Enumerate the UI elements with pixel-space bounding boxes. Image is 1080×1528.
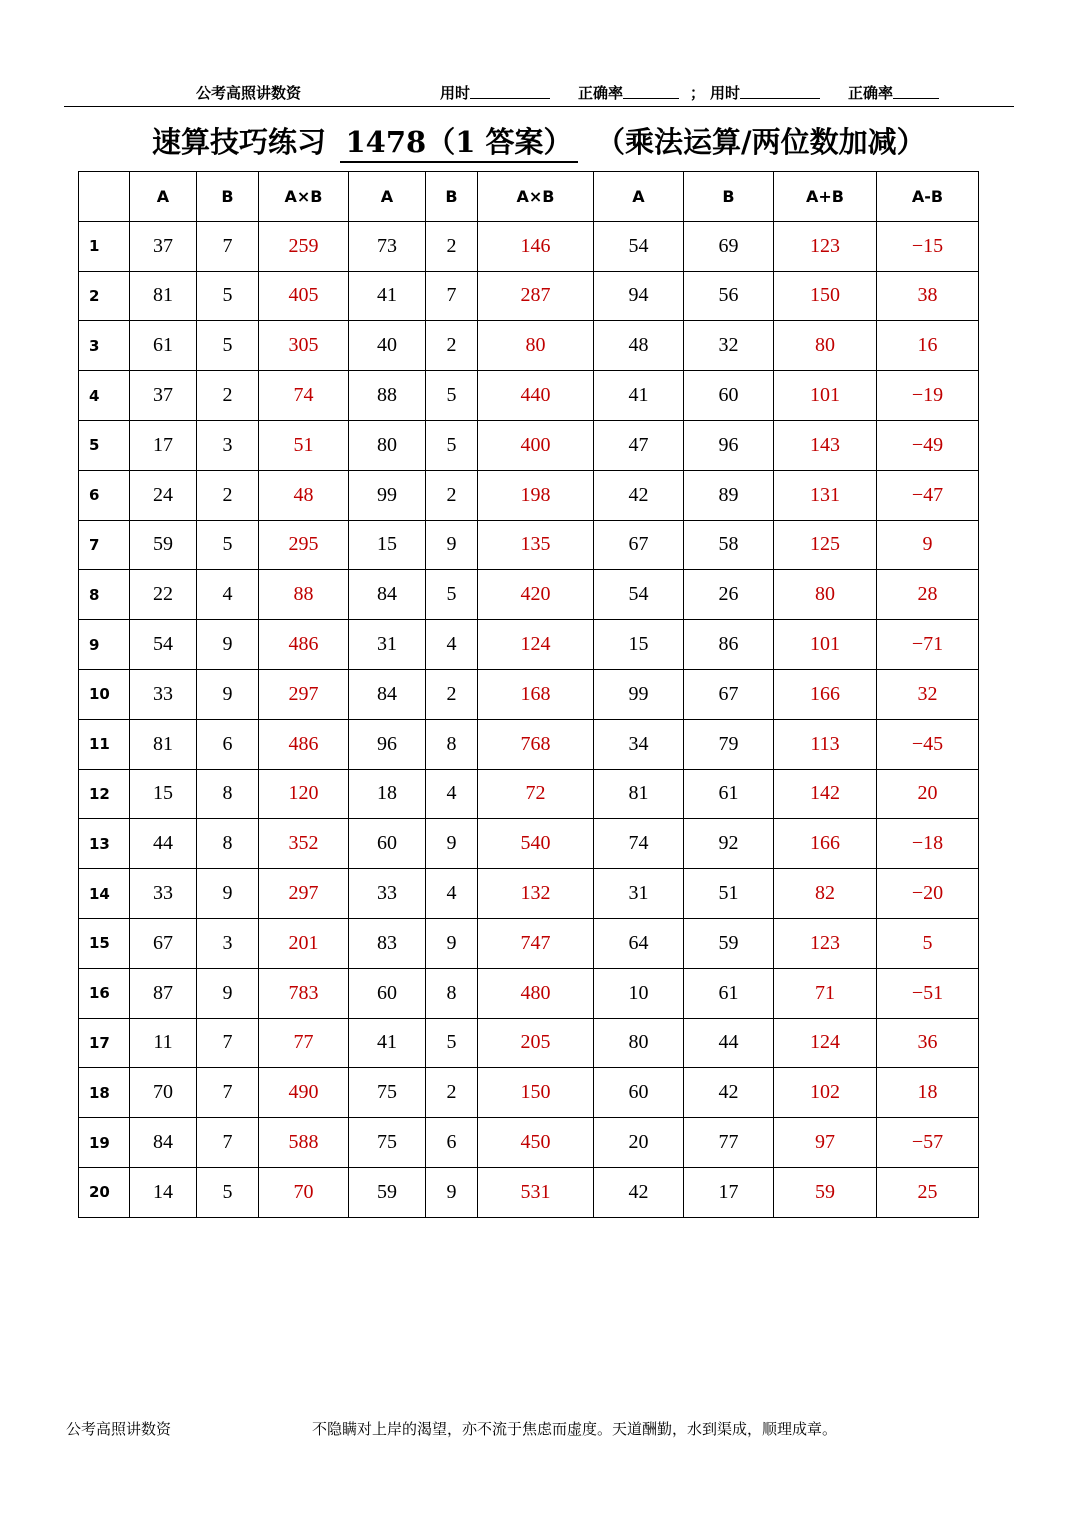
- row-number: 10: [79, 669, 130, 719]
- operand-cell: 47: [594, 420, 684, 470]
- answer-cell: 405: [259, 271, 349, 321]
- operand-cell: 10: [594, 968, 684, 1018]
- answer-cell: 143: [774, 420, 877, 470]
- operand-cell: 96: [349, 719, 426, 769]
- operand-cell: 77: [684, 1118, 774, 1168]
- header-cell: A×B: [478, 172, 594, 222]
- answer-cell: 28: [877, 570, 979, 620]
- operand-cell: 88: [349, 371, 426, 421]
- operand-cell: 51: [684, 869, 774, 919]
- operand-cell: 70: [130, 1068, 197, 1118]
- answer-cell: 51: [259, 420, 349, 470]
- answer-cell: 150: [478, 1068, 594, 1118]
- operand-cell: 2: [197, 470, 259, 520]
- row-number: 7: [79, 520, 130, 570]
- operand-cell: 79: [684, 719, 774, 769]
- answer-cell: 132: [478, 869, 594, 919]
- operand-cell: 2: [197, 371, 259, 421]
- answer-cell: 59: [774, 1167, 877, 1217]
- table-row: [79, 570, 979, 620]
- operand-cell: 60: [684, 371, 774, 421]
- row-number: 12: [79, 769, 130, 819]
- answer-cell: 531: [478, 1167, 594, 1217]
- answer-cell: 440: [478, 371, 594, 421]
- row-number: 3: [79, 321, 130, 371]
- table-row: [79, 371, 979, 421]
- operand-cell: 9: [197, 968, 259, 1018]
- header-cell: A-B: [877, 172, 979, 222]
- operand-cell: 41: [349, 271, 426, 321]
- header-cell: A×B: [259, 172, 349, 222]
- answer-cell: 540: [478, 819, 594, 869]
- operand-cell: 9: [426, 918, 478, 968]
- operand-cell: 8: [197, 769, 259, 819]
- operand-cell: 54: [594, 570, 684, 620]
- table-row: [79, 869, 979, 919]
- header-cell: B: [426, 172, 478, 222]
- row-number: 15: [79, 918, 130, 968]
- answer-cell: −15: [877, 221, 979, 271]
- operand-cell: 8: [426, 968, 478, 1018]
- answer-cell: −49: [877, 420, 979, 470]
- operand-cell: 5: [426, 371, 478, 421]
- operand-cell: 34: [594, 719, 684, 769]
- operand-cell: 7: [197, 1018, 259, 1068]
- answer-cell: 480: [478, 968, 594, 1018]
- title-main: 速算技巧练习: [152, 125, 327, 159]
- answer-cell: 135: [478, 520, 594, 570]
- row-number: 17: [79, 1018, 130, 1068]
- operand-cell: 44: [130, 819, 197, 869]
- answer-cell: −20: [877, 869, 979, 919]
- answer-cell: 297: [259, 669, 349, 719]
- answer-cell: −45: [877, 719, 979, 769]
- operand-cell: 54: [594, 221, 684, 271]
- operand-cell: 54: [130, 620, 197, 670]
- table-row: [79, 918, 979, 968]
- operand-cell: 99: [594, 669, 684, 719]
- footer-motto: 不隐瞒对上岸的渴望，亦不流于焦虑而虚度。天道酬勤，水到渠成，顺理成章。: [312, 1420, 838, 1438]
- operand-cell: 74: [594, 819, 684, 869]
- operand-cell: 59: [684, 918, 774, 968]
- operand-cell: 67: [130, 918, 197, 968]
- answer-cell: 150: [774, 271, 877, 321]
- operand-cell: 56: [684, 271, 774, 321]
- operand-cell: 7: [197, 1118, 259, 1168]
- answer-cell: 297: [259, 869, 349, 919]
- page-title: [0, 116, 1080, 160]
- operand-cell: 41: [594, 371, 684, 421]
- table-row: [79, 669, 979, 719]
- table-row: [79, 321, 979, 371]
- footer-brand: 公考高照讲数资: [66, 1420, 172, 1438]
- operand-cell: 5: [197, 1167, 259, 1217]
- answer-cell: 783: [259, 968, 349, 1018]
- operand-cell: 33: [130, 869, 197, 919]
- answer-cell: 77: [259, 1018, 349, 1068]
- accuracy-blank-1: [623, 84, 679, 99]
- row-number: 4: [79, 371, 130, 421]
- operand-cell: 18: [349, 769, 426, 819]
- operand-cell: 96: [684, 420, 774, 470]
- operand-cell: 17: [684, 1167, 774, 1217]
- table-row: [79, 968, 979, 1018]
- answer-cell: 201: [259, 918, 349, 968]
- answer-cell: 97: [774, 1118, 877, 1168]
- answer-cell: 146: [478, 221, 594, 271]
- answer-cell: 305: [259, 321, 349, 371]
- answer-cell: 18: [877, 1068, 979, 1118]
- operand-cell: 41: [349, 1018, 426, 1068]
- operand-cell: 69: [684, 221, 774, 271]
- operand-cell: 2: [426, 1068, 478, 1118]
- answer-cell: 486: [259, 620, 349, 670]
- operand-cell: 84: [349, 570, 426, 620]
- header-cell: B: [197, 172, 259, 222]
- answer-cell: 166: [774, 669, 877, 719]
- operand-cell: 7: [426, 271, 478, 321]
- answer-cell: 5: [877, 918, 979, 968]
- answer-cell: 80: [774, 570, 877, 620]
- operand-cell: 5: [197, 321, 259, 371]
- operand-cell: 87: [130, 968, 197, 1018]
- time-blank-1: [470, 84, 550, 99]
- page-footer: [0, 1418, 1080, 1442]
- operand-cell: 5: [426, 1018, 478, 1068]
- operand-cell: 7: [197, 221, 259, 271]
- operand-cell: 5: [197, 271, 259, 321]
- operand-cell: 5: [426, 420, 478, 470]
- operand-cell: 31: [594, 869, 684, 919]
- operand-cell: 2: [426, 669, 478, 719]
- operand-cell: 2: [426, 470, 478, 520]
- operand-cell: 7: [197, 1068, 259, 1118]
- answer-cell: 131: [774, 470, 877, 520]
- operand-cell: 75: [349, 1118, 426, 1168]
- answer-cell: 36: [877, 1018, 979, 1068]
- operand-cell: 4: [426, 869, 478, 919]
- answer-cell: 74: [259, 371, 349, 421]
- row-number: 20: [79, 1167, 130, 1217]
- operand-cell: 5: [426, 570, 478, 620]
- answer-cell: 768: [478, 719, 594, 769]
- row-number: 6: [79, 470, 130, 520]
- answer-cell: 72: [478, 769, 594, 819]
- title-subtitle: （乘法运算/两位数加减）: [596, 125, 926, 159]
- answer-cell: 101: [774, 620, 877, 670]
- table-row: [79, 1068, 979, 1118]
- operand-cell: 11: [130, 1018, 197, 1068]
- operand-cell: 5: [197, 520, 259, 570]
- answer-cell: 9: [877, 520, 979, 570]
- operand-cell: 75: [349, 1068, 426, 1118]
- answer-cell: 48: [259, 470, 349, 520]
- answer-cell: 124: [478, 620, 594, 670]
- operand-cell: 84: [349, 669, 426, 719]
- table-row: [79, 819, 979, 869]
- answer-cell: 20: [877, 769, 979, 819]
- operand-cell: 4: [426, 769, 478, 819]
- answer-cell: 38: [877, 271, 979, 321]
- time-field-2: [710, 82, 740, 103]
- operand-cell: 14: [130, 1167, 197, 1217]
- operand-cell: 3: [197, 420, 259, 470]
- row-number: 8: [79, 570, 130, 620]
- operand-cell: 40: [349, 321, 426, 371]
- answer-cell: 88: [259, 570, 349, 620]
- operand-cell: 89: [684, 470, 774, 520]
- answer-cell: −19: [877, 371, 979, 421]
- answer-cell: 287: [478, 271, 594, 321]
- accuracy-label-1: 正确率: [578, 84, 624, 102]
- operand-cell: 80: [594, 1018, 684, 1068]
- answer-cell: 486: [259, 719, 349, 769]
- answer-cell: 32: [877, 669, 979, 719]
- operand-cell: 33: [349, 869, 426, 919]
- operand-cell: 84: [130, 1118, 197, 1168]
- operand-cell: 37: [130, 221, 197, 271]
- accuracy-field-1: [578, 82, 623, 103]
- table-row: [79, 520, 979, 570]
- accuracy-label-2: 正确率: [848, 84, 894, 102]
- answer-cell: 80: [774, 321, 877, 371]
- operand-cell: 6: [197, 719, 259, 769]
- header-brand: 公考高照讲数资: [196, 84, 302, 102]
- operand-cell: 9: [197, 869, 259, 919]
- answer-cell: 123: [774, 221, 877, 271]
- answer-cell: 168: [478, 669, 594, 719]
- answer-cell: 101: [774, 371, 877, 421]
- operand-cell: 31: [349, 620, 426, 670]
- operand-cell: 37: [130, 371, 197, 421]
- operand-cell: 26: [684, 570, 774, 620]
- answer-cell: −57: [877, 1118, 979, 1168]
- practice-table: [78, 171, 979, 1218]
- operand-cell: 81: [130, 719, 197, 769]
- operand-cell: 44: [684, 1018, 774, 1068]
- answer-cell: 450: [478, 1118, 594, 1168]
- operand-cell: 60: [594, 1068, 684, 1118]
- operand-cell: 33: [130, 669, 197, 719]
- operand-cell: 8: [426, 719, 478, 769]
- row-number: 5: [79, 420, 130, 470]
- answer-cell: 747: [478, 918, 594, 968]
- answer-cell: 259: [259, 221, 349, 271]
- accuracy-blank-2: [893, 84, 939, 99]
- operand-cell: 61: [684, 968, 774, 1018]
- operand-cell: 15: [594, 620, 684, 670]
- row-number: 13: [79, 819, 130, 869]
- header-cell: A: [349, 172, 426, 222]
- table-row: [79, 1118, 979, 1168]
- operand-cell: 2: [426, 321, 478, 371]
- answer-cell: 82: [774, 869, 877, 919]
- time-label-2: 用时: [710, 84, 741, 102]
- answer-cell: 295: [259, 520, 349, 570]
- operand-cell: 9: [197, 669, 259, 719]
- operand-cell: 81: [594, 769, 684, 819]
- operand-cell: 59: [130, 520, 197, 570]
- row-number: 19: [79, 1118, 130, 1168]
- answer-cell: 142: [774, 769, 877, 819]
- answer-cell: 400: [478, 420, 594, 470]
- operand-cell: 15: [349, 520, 426, 570]
- operand-cell: 94: [594, 271, 684, 321]
- operand-cell: 32: [684, 321, 774, 371]
- operand-cell: 17: [130, 420, 197, 470]
- answer-cell: 102: [774, 1068, 877, 1118]
- answer-cell: 70: [259, 1167, 349, 1217]
- row-number: 2: [79, 271, 130, 321]
- table-row: [79, 470, 979, 520]
- answer-cell: −51: [877, 968, 979, 1018]
- answer-cell: 113: [774, 719, 877, 769]
- answer-cell: −47: [877, 470, 979, 520]
- header-cell: B: [684, 172, 774, 222]
- row-number: 11: [79, 719, 130, 769]
- operand-cell: 61: [684, 769, 774, 819]
- table-row: [79, 271, 979, 321]
- answer-cell: 125: [774, 520, 877, 570]
- time-label-1: 用时: [440, 84, 471, 102]
- table-header-row: [79, 172, 979, 222]
- answer-cell: −71: [877, 620, 979, 670]
- answer-cell: 198: [478, 470, 594, 520]
- operand-cell: 4: [426, 620, 478, 670]
- answer-cell: 490: [259, 1068, 349, 1118]
- operand-cell: 42: [684, 1068, 774, 1118]
- operand-cell: 60: [349, 819, 426, 869]
- operand-cell: 58: [684, 520, 774, 570]
- page-header: [64, 80, 1014, 107]
- answer-cell: 80: [478, 321, 594, 371]
- operand-cell: 61: [130, 321, 197, 371]
- operand-cell: 92: [684, 819, 774, 869]
- operand-cell: 67: [594, 520, 684, 570]
- operand-cell: 67: [684, 669, 774, 719]
- header-cell-index: [79, 172, 130, 222]
- table-row: [79, 620, 979, 670]
- operand-cell: 9: [426, 819, 478, 869]
- table-row: [79, 1018, 979, 1068]
- operand-cell: 24: [130, 470, 197, 520]
- operand-cell: 60: [349, 968, 426, 1018]
- operand-cell: 22: [130, 570, 197, 620]
- operand-cell: 86: [684, 620, 774, 670]
- answer-cell: 16: [877, 321, 979, 371]
- row-number: 9: [79, 620, 130, 670]
- answer-cell: 123: [774, 918, 877, 968]
- operand-cell: 80: [349, 420, 426, 470]
- table-row: [79, 769, 979, 819]
- table-row: [79, 420, 979, 470]
- operand-cell: 9: [197, 620, 259, 670]
- operand-cell: 42: [594, 470, 684, 520]
- operand-cell: 73: [349, 221, 426, 271]
- time-blank-2: [740, 84, 820, 99]
- answer-cell: 120: [259, 769, 349, 819]
- operand-cell: 48: [594, 321, 684, 371]
- operand-cell: 15: [130, 769, 197, 819]
- answer-cell: 25: [877, 1167, 979, 1217]
- answer-cell: 352: [259, 819, 349, 869]
- answer-cell: 588: [259, 1118, 349, 1168]
- operand-cell: 4: [197, 570, 259, 620]
- table-row: [79, 221, 979, 271]
- answer-cell: 166: [774, 819, 877, 869]
- row-number: 16: [79, 968, 130, 1018]
- header-cell: A: [594, 172, 684, 222]
- answer-cell: 124: [774, 1018, 877, 1068]
- answer-cell: 420: [478, 570, 594, 620]
- table-body: [79, 221, 979, 1217]
- table-row: [79, 1167, 979, 1217]
- operand-cell: 59: [349, 1167, 426, 1217]
- operand-cell: 99: [349, 470, 426, 520]
- operand-cell: 42: [594, 1167, 684, 1217]
- header-cell: A+B: [774, 172, 877, 222]
- row-number: 14: [79, 869, 130, 919]
- operand-cell: 9: [426, 520, 478, 570]
- header-separator: ；: [690, 84, 706, 102]
- header-cell: A: [130, 172, 197, 222]
- operand-cell: 81: [130, 271, 197, 321]
- operand-cell: 8: [197, 819, 259, 869]
- row-number: 1: [79, 221, 130, 271]
- operand-cell: 6: [426, 1118, 478, 1168]
- table-row: [79, 719, 979, 769]
- answer-cell: 71: [774, 968, 877, 1018]
- answer-cell: 205: [478, 1018, 594, 1068]
- accuracy-field-2: [848, 82, 893, 103]
- operand-cell: 20: [594, 1118, 684, 1168]
- operand-cell: 2: [426, 221, 478, 271]
- time-field-1: [440, 82, 470, 103]
- answer-cell: −18: [877, 819, 979, 869]
- operand-cell: 3: [197, 918, 259, 968]
- operand-cell: 9: [426, 1167, 478, 1217]
- title-code: 1478（1 答案）: [340, 120, 578, 163]
- row-number: 18: [79, 1068, 130, 1118]
- operand-cell: 64: [594, 918, 684, 968]
- operand-cell: 83: [349, 918, 426, 968]
